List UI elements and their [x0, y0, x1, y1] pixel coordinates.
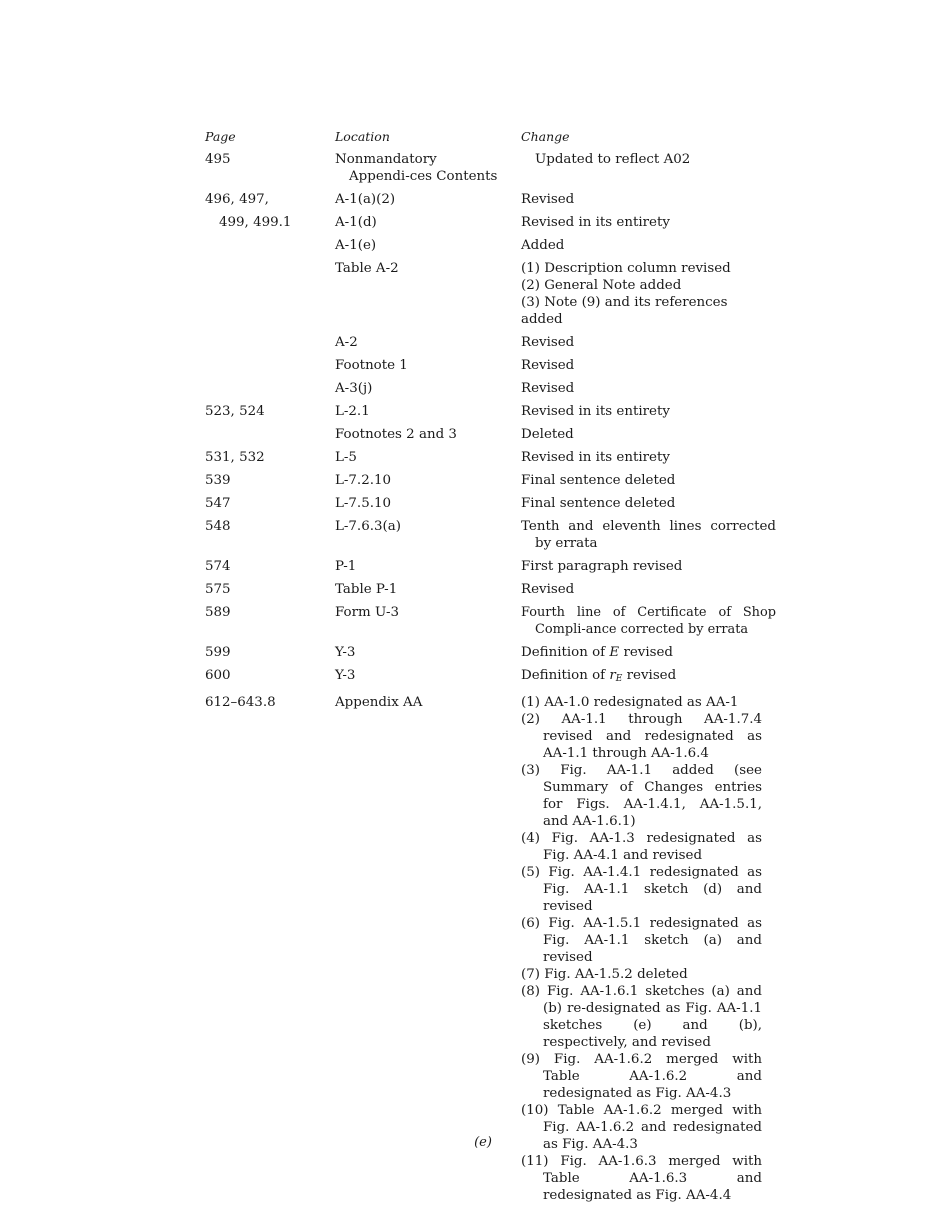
change-cell [521, 667, 762, 688]
table-row [205, 214, 765, 231]
change-item: (2) AA-1.1 through AA-1.7.4 revised and redesignated as AA-1.1 through AA-1.6.4 [521, 712, 762, 761]
change-item: (3) Fig. AA-1.1 added (see Summary of Changes entries for Figs. AA-1.4.1, AA-1.5.1, and AA-1.6.1) [521, 763, 762, 829]
location-cell: L-2.1 [335, 404, 370, 419]
table-row [205, 667, 765, 688]
location-cell: Y-3 [335, 668, 356, 683]
change-cell: Revised [521, 192, 575, 207]
location-cell: A-1(e) [335, 238, 377, 253]
change-cell: Revised [521, 358, 575, 373]
page-cell: 499, 499.1 [219, 215, 292, 230]
page-cell: 599 [205, 645, 231, 660]
location-cell: Footnotes 2 and 3 [335, 427, 457, 442]
table-row [205, 472, 765, 489]
location-cell: A-1(d) [335, 215, 377, 230]
table-row [205, 260, 765, 328]
table-row [205, 237, 765, 254]
table-row [205, 644, 765, 661]
header-page: Page [205, 129, 236, 144]
table-row [205, 581, 765, 598]
change-cell: Added [521, 238, 565, 253]
change-cell: Revised in its entirety [521, 450, 670, 465]
page-cell: 548 [205, 519, 231, 534]
page-number: (e) [474, 1135, 492, 1150]
page-cell [205, 357, 335, 374]
change-cell: Revised [521, 582, 575, 597]
location-cell: Form U-3 [335, 605, 400, 620]
change-cell: Revised in its entirety [521, 404, 670, 419]
table-row [205, 495, 765, 512]
change-item: (5) Fig. AA-1.4.1 redesignated as Fig. AA-1.1 sketch (d) and revised [521, 865, 762, 914]
change-cell: Updated to reflect A02 [535, 152, 691, 167]
table-row [205, 334, 765, 351]
page-cell: 523, 524 [205, 404, 265, 419]
table-row [205, 426, 765, 443]
change-text-prefix: Definition of [521, 645, 606, 660]
location-cell: Nonmandatory Appendi-ces Contents [335, 152, 498, 184]
location-cell: Table P-1 [335, 582, 398, 597]
table-row [205, 403, 765, 420]
header-location: Location [335, 129, 390, 144]
symbol-r [609, 668, 622, 683]
change-item: (6) Fig. AA-1.5.1 redesignated as Fig. AA-1.1 sketch (a) and revised [521, 916, 762, 965]
table-row [205, 558, 765, 575]
table-row [205, 357, 765, 374]
page-cell [205, 237, 335, 254]
change-cell [521, 260, 762, 328]
page-cell [205, 260, 335, 328]
change-cell: Revised [521, 381, 575, 396]
symbol-r-subscript: E [615, 674, 623, 684]
page-cell: 589 [205, 605, 231, 620]
page-cell: 531, 532 [205, 450, 265, 465]
change-cell [521, 694, 762, 1204]
table-row [205, 604, 776, 638]
page-cell: 495 [205, 152, 231, 167]
location-cell: P-1 [335, 559, 357, 574]
change-text-prefix: Definition of [521, 668, 606, 683]
page-cell: 574 [205, 559, 231, 574]
change-cell: Revised [521, 335, 575, 350]
change-cell: Revised in its entirety [521, 215, 670, 230]
location-cell: L-7.6.3(a) [335, 519, 401, 534]
change-cell: Deleted [521, 427, 574, 442]
change-item: (11) Fig. AA-1.6.3 merged with Table AA-1.6.3 and redesignated as Fig. AA-4.4 [521, 1154, 762, 1203]
change-item: (1) AA-1.0 redesignated as AA-1 [521, 695, 739, 710]
change-cell: Final sentence deleted [521, 473, 676, 488]
change-cell: Final sentence deleted [521, 496, 676, 511]
table-row [205, 191, 765, 208]
change-cell: Fourth line of Certificate of Shop Compli-ance corrected by errata [521, 605, 776, 637]
change-item: (4) Fig. AA-1.3 redesignated as Fig. AA-4.1 and revised [521, 831, 762, 863]
location-cell: Y-3 [335, 645, 356, 660]
page-cell: 547 [205, 496, 231, 511]
change-item: (9) Fig. AA-1.6.2 merged with Table AA-1.6.2 and redesignated as Fig. AA-4.3 [521, 1052, 762, 1101]
change-text-suffix: revised [623, 645, 673, 660]
table-row [205, 380, 765, 397]
symbol-r-base: r [609, 668, 616, 683]
location-cell: Footnote 1 [335, 358, 408, 373]
change-cell: Tenth and eleventh lines corrected by errata [521, 519, 776, 551]
location-cell: L-5 [335, 450, 357, 465]
table-row [205, 151, 765, 185]
summary-of-changes-table [205, 124, 776, 1210]
change-cell: First paragraph revised [521, 559, 683, 574]
page-cell: 575 [205, 582, 231, 597]
location-cell: A-1(a)(2) [335, 192, 396, 207]
page-cell: 612–643.8 [205, 695, 276, 710]
header-change: Change [521, 129, 570, 144]
change-cell [521, 644, 762, 661]
symbol-E: E [609, 645, 620, 660]
table-row [205, 518, 776, 552]
change-item: (7) Fig. AA-1.5.2 deleted [521, 967, 688, 982]
page-cell: 496, 497, [205, 192, 269, 207]
table-row [205, 694, 765, 1204]
change-item: (10) Table AA-1.6.2 merged with Fig. AA-1.6.2 and redesignated as Fig. AA-4.3 [521, 1103, 762, 1152]
change-item: (3) Note (9) and its references added [521, 295, 728, 327]
change-text-suffix: revised [626, 668, 677, 683]
change-item: (8) Fig. AA-1.6.1 sketches (a) and (b) re-designated as Fig. AA-1.1 sketches (e) and (b), respectively, and revised [521, 984, 762, 1050]
table-row [205, 449, 765, 466]
location-cell: A-2 [335, 335, 358, 350]
page-cell: 600 [205, 668, 231, 683]
location-cell: L-7.2.10 [335, 473, 392, 488]
page-cell [205, 334, 335, 351]
table-header [205, 128, 765, 145]
location-cell: Table A-2 [335, 261, 399, 276]
change-item: (1) Description column revised [521, 261, 731, 276]
change-item: (2) General Note added [521, 278, 682, 293]
page-cell [205, 380, 335, 397]
location-cell: A-3(j) [335, 381, 373, 396]
page-cell: 539 [205, 473, 231, 488]
location-cell: Appendix AA [335, 695, 423, 710]
page-cell [205, 426, 335, 443]
location-cell: L-7.5.10 [335, 496, 392, 511]
